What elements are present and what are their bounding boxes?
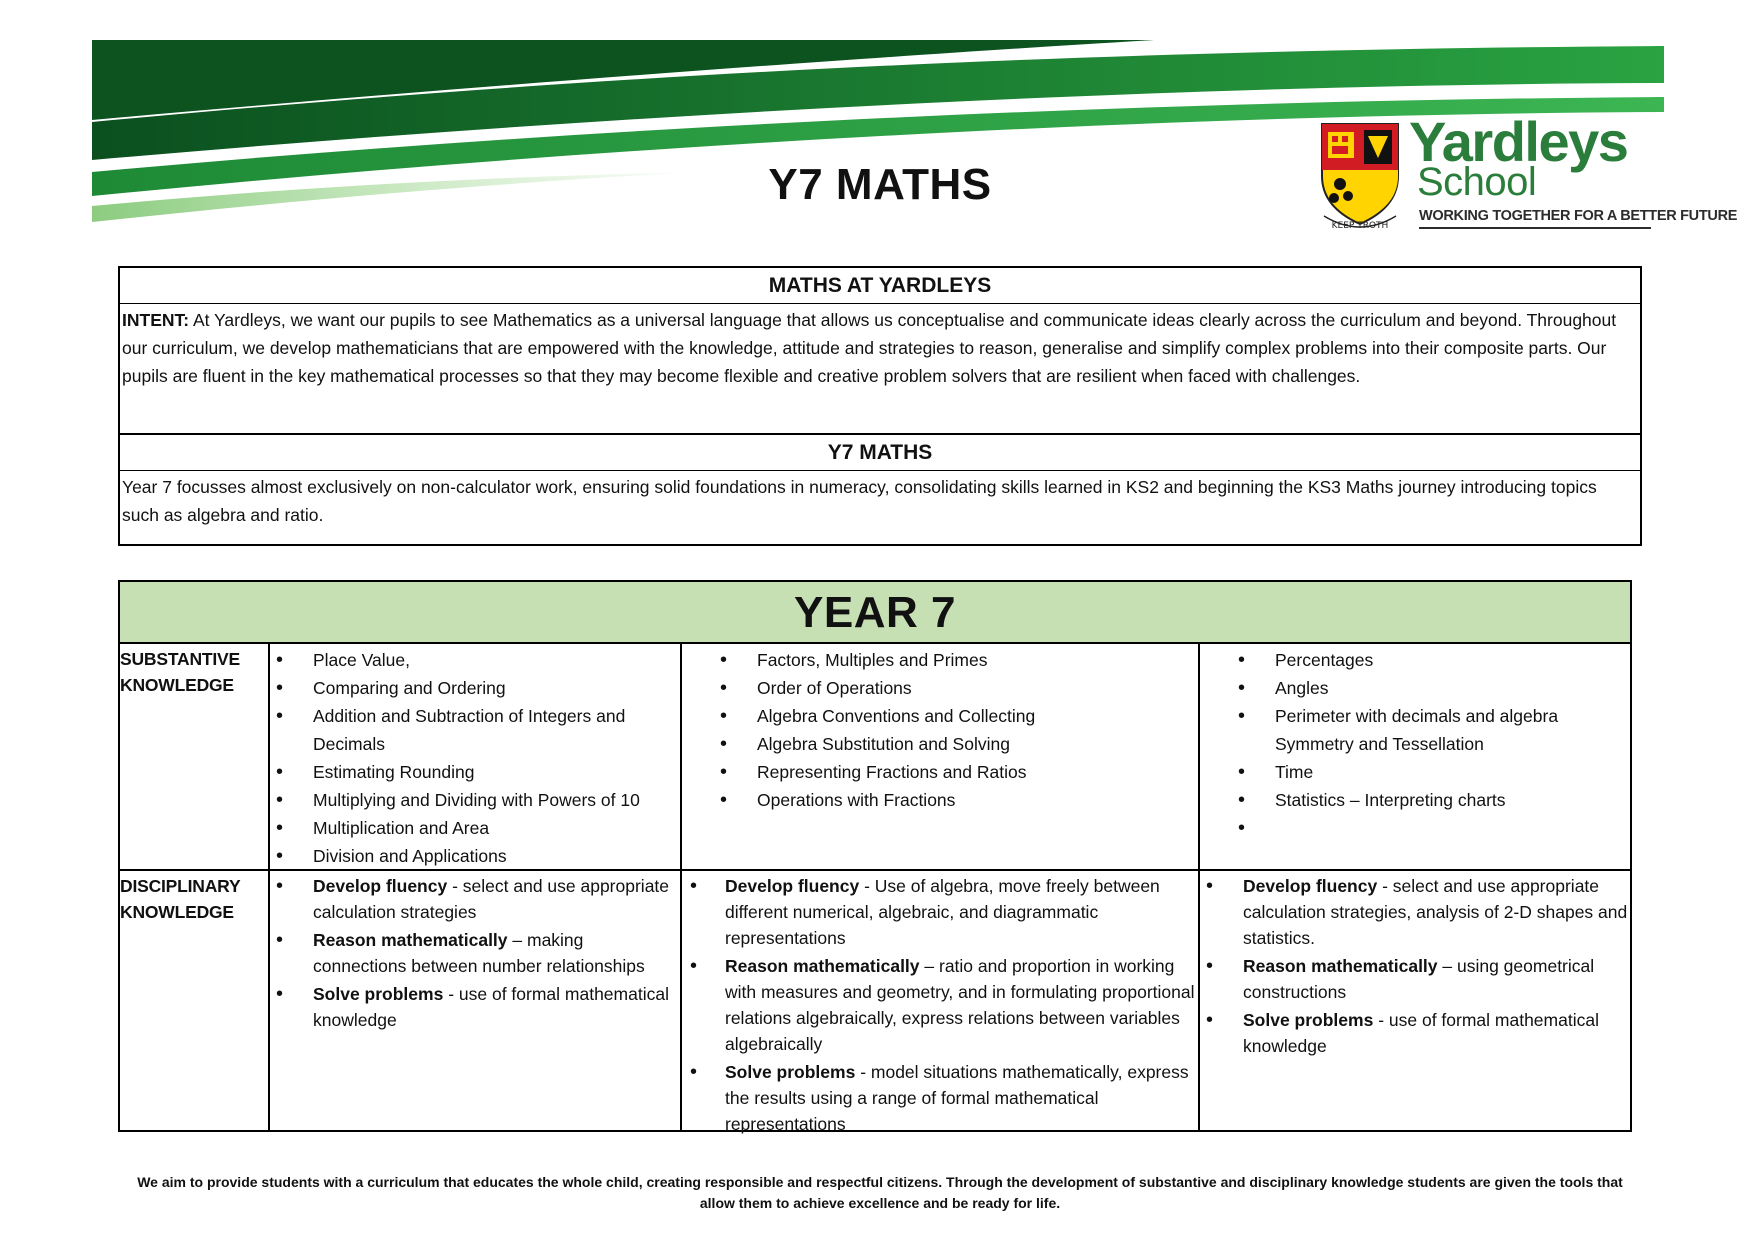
list-item: • Percentages xyxy=(1200,646,1630,674)
disciplinary-label: DISCIPLINARY KNOWLEDGE xyxy=(120,871,270,1130)
intent-heading: MATHS AT YARDLEYS xyxy=(120,268,1640,304)
list-item xyxy=(1200,953,1630,1005)
list-item: • Algebra Substitution and Solving xyxy=(682,730,1198,758)
skill-description: - Use of algebra, move freely between different numerical, algebraic, and diagrammatic representations xyxy=(725,876,1160,948)
skill-description: - select and use appropriate calculation strategies, analysis of 2-D shapes and statistics. xyxy=(1243,876,1628,948)
skill-description: - model situations mathematically, express the results using a range of formal mathematical representations xyxy=(725,1062,1189,1134)
list-item: • Statistics – Interpreting charts xyxy=(1200,786,1630,814)
skill-term: Develop fluency xyxy=(725,876,860,896)
skill-description: - select and use appropriate calculation strategies xyxy=(313,876,670,922)
school-crest-icon xyxy=(1318,120,1402,230)
list-item: • Comparing and Ordering xyxy=(270,674,680,702)
crest-motto: KEEP TROTH xyxy=(1331,221,1389,230)
list-item: • Factors, Multiples and Primes xyxy=(682,646,1198,674)
disciplinary-col-1 xyxy=(270,871,682,1130)
logo-underline xyxy=(1419,227,1651,229)
footer-statement: We aim to provide students with a curriculum that educates the whole child, creating responsible and respectful citizens. Through the development of substantive and disciplinary knowledge students are given the tools that allow them to achieve excellence and be ready for life. xyxy=(137,1174,1623,1211)
logo-tagline: WORKING TOGETHER FOR A BETTER FUTURE xyxy=(1419,208,1738,224)
list-item: • Addition and Subtraction of Integers and Decimals xyxy=(270,702,680,758)
list-item xyxy=(682,1059,1198,1137)
logo-name-line1: Yardleys xyxy=(1409,110,1628,173)
substantive-col-1 xyxy=(270,644,682,869)
disciplinary-col-2 xyxy=(682,871,1200,1134)
list-item xyxy=(270,873,680,925)
curriculum-table xyxy=(118,580,1632,1132)
list-item: • Perimeter with decimals and algebra Symmetry and Tessellation xyxy=(1200,702,1630,758)
list-item: • Order of Operations xyxy=(682,674,1198,702)
list-item: • Time xyxy=(1200,758,1630,786)
skill-description: - use of formal mathematical knowledge xyxy=(1243,1010,1599,1056)
list-item: • Estimating Rounding xyxy=(270,758,680,786)
list-item: • Division and Applications xyxy=(270,842,680,870)
list-item xyxy=(682,953,1198,1057)
list-item xyxy=(270,927,680,979)
school-logo xyxy=(1405,110,1738,232)
list-item: • Place Value, xyxy=(270,646,680,674)
list-item: • Representing Fractions and Ratios xyxy=(682,758,1198,786)
list-item: • Operations with Fractions xyxy=(682,786,1198,814)
list-item: • Angles xyxy=(1200,674,1630,702)
skill-term: Solve problems xyxy=(313,984,444,1004)
substantive-col-3 xyxy=(1200,644,1630,869)
intent-paragraph xyxy=(120,304,1640,435)
substantive-row xyxy=(120,644,1630,871)
list-item xyxy=(1200,873,1630,951)
skill-term: Solve problems xyxy=(1243,1010,1374,1030)
year-heading: Y7 MATHS xyxy=(120,435,1640,471)
year-banner: YEAR 7 xyxy=(120,582,1630,644)
skill-term: Reason mathematically xyxy=(313,930,508,950)
intent-box xyxy=(118,266,1642,546)
skill-term: Reason mathematically xyxy=(725,956,920,976)
skill-term: Reason mathematically xyxy=(1243,956,1438,976)
list-item: • Algebra Conventions and Collecting xyxy=(682,702,1198,730)
page-title: Y7 MATHS xyxy=(768,160,992,209)
substantive-col-2 xyxy=(682,644,1200,869)
disciplinary-row xyxy=(120,871,1630,1134)
skill-term: Solve problems xyxy=(725,1062,856,1082)
intent-text: At Yardleys, we want our pupils to see Mathematics as a universal language that allows us conceptualise and communicate ideas clearly across the curriculum and beyond. Throughout our curriculum, we develop mathematicians that are empowered with the knowledge, attitude and strategies to reason, generalise and simplify complex problems into their composite parts. Our pupils are fluent in the key mathematical processes so that they may become flexible and creative problem solvers that are resilient when faced with challenges. xyxy=(122,310,1617,386)
list-item xyxy=(1200,1007,1630,1059)
list-item xyxy=(682,873,1198,951)
intent-label: INTENT: xyxy=(122,310,190,330)
list-item: • Multiplying and Dividing with Powers of 10 xyxy=(270,786,680,814)
skill-description: – using geometrical constructions xyxy=(1243,956,1595,1002)
skill-term: Develop fluency xyxy=(1243,876,1378,896)
year-summary: Year 7 focusses almost exclusively on non-calculator work, ensuring solid foundations in numeracy, consolidating skills learned in KS2 and beginning the KS3 Maths journey introducing topics such as algebra and ratio. xyxy=(122,477,1597,525)
list-item xyxy=(270,981,680,1033)
skill-term: Develop fluency xyxy=(313,876,448,896)
substantive-label: SUBSTANTIVE KNOWLEDGE xyxy=(120,644,270,869)
disciplinary-col-3 xyxy=(1200,871,1630,1130)
logo-name-line2: School xyxy=(1417,160,1537,204)
skill-description: - use of formal mathematical knowledge xyxy=(313,984,669,1030)
skill-description: – making connections between number relationships xyxy=(313,930,645,976)
list-item: • Multiplication and Area xyxy=(270,814,680,842)
skill-description: – ratio and proportion in working with measures and geometry, and in formulating proportional relations algebraically, express relations between variables algebraically xyxy=(725,956,1195,1054)
